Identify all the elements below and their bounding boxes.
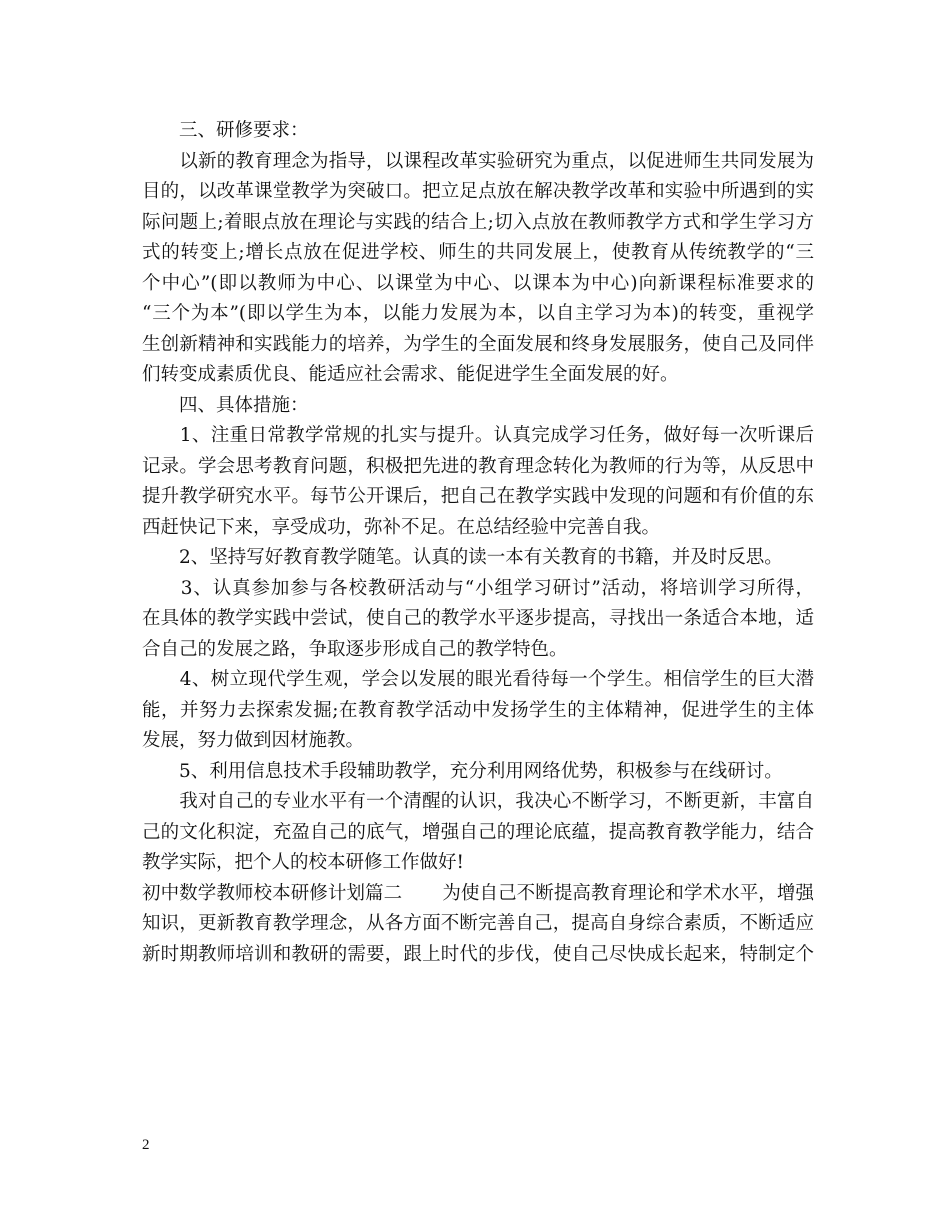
paragraph-line: 记录。学会思考教育问题，积极把先进的教育理念转化为教师的行为等，从反思中 — [142, 455, 814, 477]
paragraph-line: 1、注重日常教学常规的扎实与提升。认真完成学习任务，做好每一次听课后 — [142, 425, 814, 446]
paragraph-line: 提升教学研究水平。每节公开课后，把自己在教学实践中发现的问题和有价值的东 — [142, 486, 814, 507]
paragraph-line: 2、坚持写好教育教学随笔。认真的读一本有关教育的书籍，并及时反思。 — [142, 547, 783, 568]
paragraph-line: 个中心”(即以教师为中心、以课堂为中心、以课本为中心)向新课程标准要求的 — [142, 272, 814, 294]
paragraph-line: 合自己的发展之路，争取逐步形成自己的教学特色。 — [142, 638, 568, 660]
paragraph-line: 知识，更新教育教学理念，从各方面不断完善自己，提高自身综合素质，不断适应 — [142, 913, 814, 934]
paragraph-line: “三个为本”(即以学生为本，以能力发展为本，以自主学习为本)的转变，重视学 — [142, 303, 814, 324]
section-lead-text: 为使自己不断提高教育理论和学术水平，增强 — [442, 882, 814, 904]
paragraph-line: 4、树立现代学生观，学会以发展的眼光看待每一个学生。相信学生的巨大潜 — [142, 669, 814, 690]
paragraph-line: 我对自己的专业水平有一个清醒的认识，我决心不断学习，不断更新，丰富自 — [142, 791, 814, 812]
section-title: 初中数学教师校本研修计划篇二 — [142, 882, 403, 904]
paragraph-line: 目的，以改革课堂教学为突破口。把立足点放在解决教学改革和实验中所遇到的实 — [142, 181, 814, 202]
paragraph-line: 以新的教育理念为指导，以课程改革实验研究为重点，以促进师生共同发展为 — [142, 150, 814, 172]
paragraph-line: 生创新精神和实践能力的培养，为学生的全面发展和终身发展服务，使自己及同伴 — [142, 333, 814, 355]
heading-research-requirements: 三、研修要求： — [142, 120, 309, 141]
paragraph-line: 能，并努力去探索发掘;在教育教学活动中发扬学生的主体精神，促进学生的主体 — [142, 699, 814, 721]
paragraph-line: 教学实际，把个人的校本研修工作做好! — [142, 852, 464, 873]
paragraph-line: 在具体的教学实践中尝试，使自己的教学水平逐步提高，寻找出一条适合本地，适 — [142, 608, 814, 629]
paragraph-line: 3、认真参加参与各校教研活动与“小组学习研讨”活动，将培训学习所得， — [142, 577, 814, 599]
paragraph-line: 己的文化积淀，充盈自己的底气，增强自己的理论底蕴，提高教育教学能力，结合 — [142, 821, 814, 843]
paragraph-line: 新时期教师培训和教研的需要，跟上时代的步伐，使自己尽快成长起来，特制定个 — [142, 943, 814, 965]
section-two-title-line — [142, 879, 814, 910]
page-number: 2 — [142, 1137, 150, 1153]
paragraph-line: 们转变成素质优良、能适应社会需求、能促进学生全面发展的好。 — [142, 364, 679, 385]
heading-specific-measures: 四、具体措施： — [142, 394, 309, 416]
paragraph-line: 发展，努力做到因材施教。 — [142, 730, 365, 751]
paragraph-line: 式的转变上;增长点放在促进学校、师生的共同发展上，使教育从传统教学的“三 — [142, 242, 814, 263]
paragraph-line: 际问题上;着眼点放在理论与实践的结合上;切入点放在教师教学方式和学生学习方 — [142, 211, 814, 233]
paragraph-line: 5、利用信息技术手段辅助教学，充分利用网络优势，积极参与在线研讨。 — [142, 760, 783, 782]
paragraph-line: 西赶快记下来，享受成功，弥补不足。在总结经验中完善自我。 — [142, 516, 661, 538]
document-body — [142, 116, 814, 970]
